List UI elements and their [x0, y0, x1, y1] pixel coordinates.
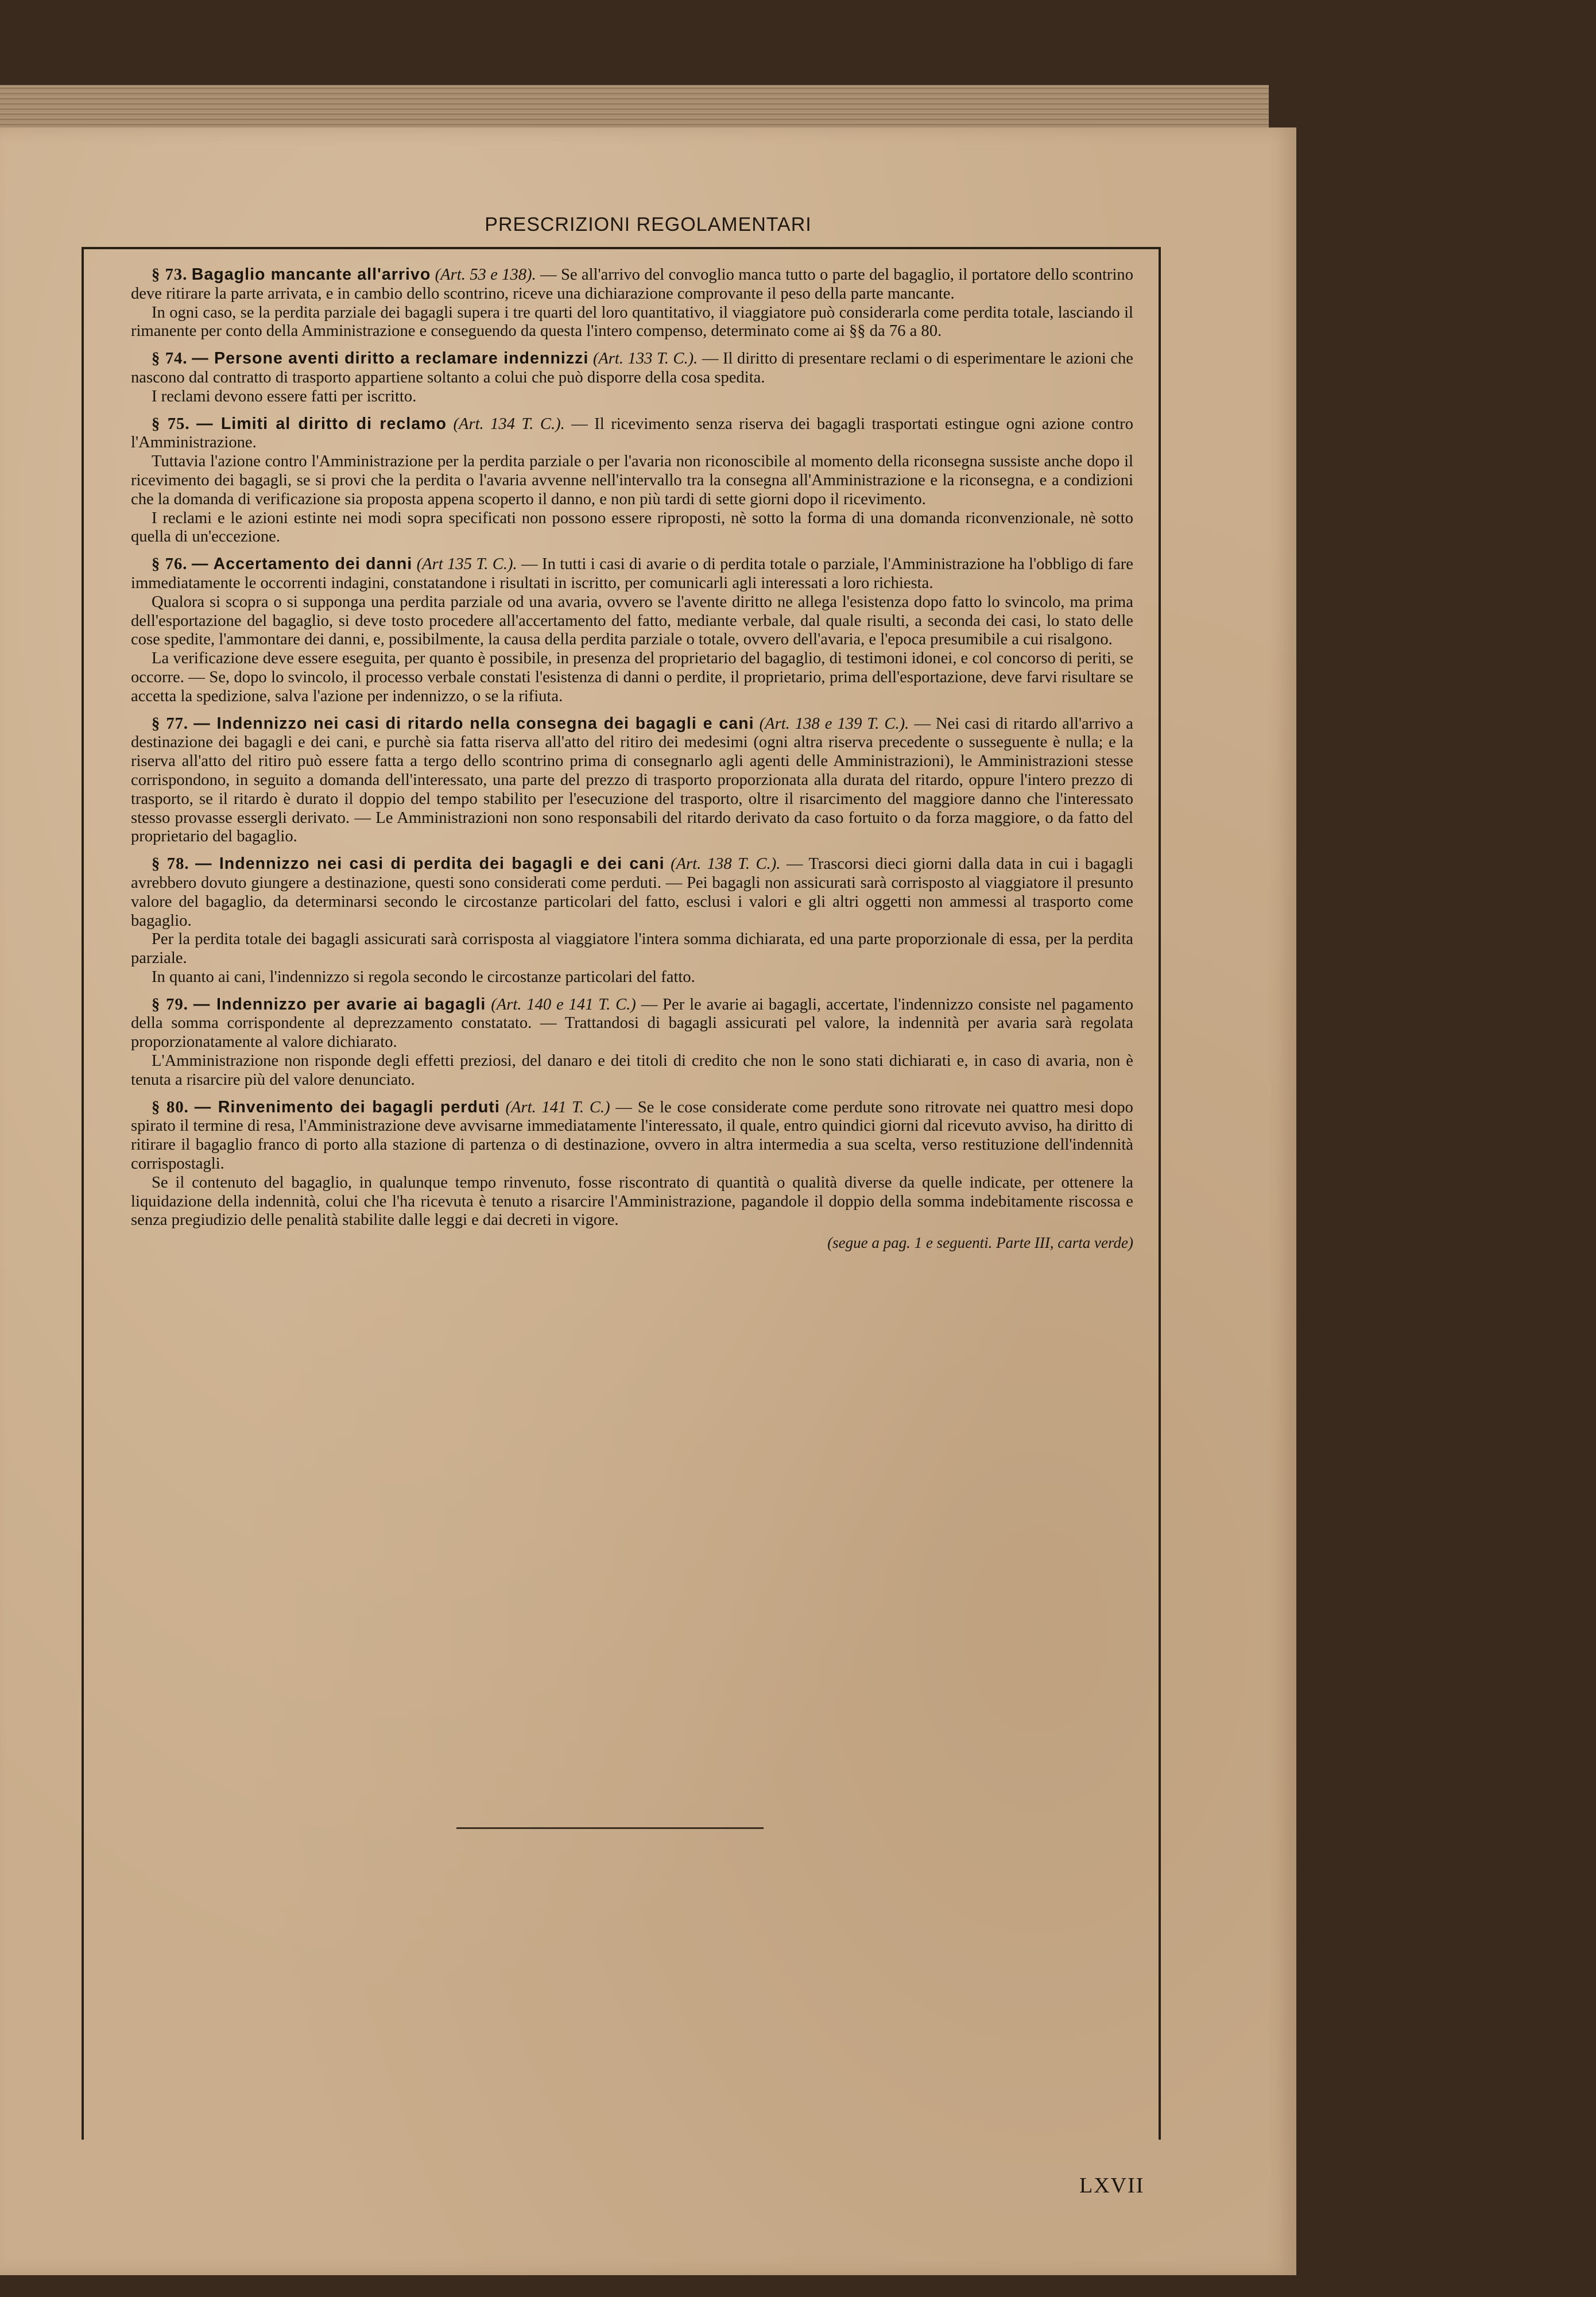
paragraph: Qualora si scopra o si supponga una perdita parziale od una avaria, ovvero se l'avente diritto ne allega l'esistenza dopo fatto lo svincolo, ma prima dell'esportazione del bagaglio, si deve tosto procedere all'accertamento del fatto, mediante verbale, dal quale risulti, a seconda dei casi, lo stato delle cose spedite, l'ammontare dei danni, e, possibilmente, la causa della perdita parziale o totale, ovvero dell'avaria, e l'epoca presumibile a cui risalgono.: [131, 593, 1133, 649]
running-head: PRESCRIZIONI REGOLAMENTARI: [485, 214, 812, 235]
section-ref: (Art. 141 T. C.): [505, 1098, 610, 1116]
paragraph: — Il diritto di presentare reclami o di esperimentare le azioni che nascono dal contratto di trasporto appartiene soltanto a colui che può disporre della cosa spedita.: [131, 350, 1133, 386]
section-73: [131, 265, 1133, 341]
paragraph: In quanto ai cani, l'indennizzo si regola secondo le circostanze particolari del fatto.: [152, 968, 695, 986]
section-number: § 75.: [152, 415, 190, 433]
paragraph: In ogni caso, se la perdita parziale dei bagagli supera i tre quarti del loro quantitativo, il viaggiatore può considerarla come perdita totale, lasciando il rimanente per conto della Amministrazione e conseguendo da questa l'intero compenso, determinato come ai §§ da 76 a 80.: [131, 303, 1133, 341]
section-ref: (Art. 133 T. C.).: [592, 350, 698, 368]
section-number: § 77.: [152, 714, 189, 733]
paragraph: — Per le avarie ai bagagli, accertate, l'indennizzo consiste nel pagamento della somma corrispondente al deprezzamento constatato. — Trattandosi di bagagli assicurati pel valore, la indennità per avaria sarà regolata proporzionatamente al valore dichiarato.: [131, 995, 1134, 1051]
continuation-note: (segue a pag. 1 e seguenti. Parte III, carta verde): [827, 1234, 1133, 1252]
paragraph: — Trascorsi dieci giorni dalla data in cui i bagagli avrebbero dovuto giungere a destinazione, questi sono considerati come perduti. — Pei bagagli non assicurati sarà corrisposto al viaggiatore il presunto valore del bagaglio, da determinarsi secondo le circostanze particolari del fatto, esclusi i valori e gli altri oggetti non ammessi al trasporto come bagaglio.: [131, 855, 1133, 930]
section-80: [131, 1098, 1133, 1252]
section-heading: Bagaglio mancante all'arrivo: [191, 265, 431, 284]
section-76: [131, 555, 1133, 706]
section-number: § 80.: [152, 1098, 189, 1116]
section-number: § 76.: [152, 555, 188, 574]
section-ref: (Art. 53 e 138).: [435, 266, 536, 284]
section-heading: — Indennizzo per avarie ai bagagli: [193, 995, 486, 1014]
section-heading: — Rinvenimento dei bagagli perduti: [194, 1097, 500, 1116]
book-page: [0, 127, 1296, 2275]
section-heading: — Limiti al diritto di reclamo: [196, 414, 447, 433]
section-74: [131, 349, 1133, 406]
section-ref: (Art. 134 T. C.).: [453, 415, 565, 433]
section-ref: (Art. 140 e 141 T. C.): [491, 995, 636, 1014]
section-ref: (Art. 138 T. C.).: [671, 855, 781, 873]
paragraph: — Nei casi di ritardo all'arrivo a destinazione dei bagagli e dei cani, e purchè sia fatta riserva all'atto del ritiro dei medesimi (ogni altra riserva precedente o susseguente è nulla; e la riserva all'atto del ritiro può essere fatta a tergo dello scontrino prima di consegnarlo agli agenti delle Amministrazioni), le Amministrazioni stesse corrispondono, in seguito a domanda dell'interessato, una parte del prezzo di trasporto proporzionata alla durata del ritardo, oppure l'intero prezzo di trasporto, se il ritardo è durato il doppio del tempo stabilito per l'esecuzione del trasporto, oltre il risarcimento del maggiore danno che l'interessato stesso provasse essergli derivato. — Le Amministrazioni non sono responsabili del ritardo derivato da caso fortuito o da forza maggiore, o da fatto del proprietario del bagaglio.: [131, 714, 1133, 846]
section-78: [131, 854, 1133, 987]
paragraph: — Se all'arrivo del convoglio manca tutto o parte del bagaglio, il portatore dello scontrino deve ritirare la parte arrivata, e in cambio dello scontrino, riceve una dichiarazione comprovante il peso della parte mancante.: [131, 266, 1133, 303]
section-heading: — Persone aventi diritto a reclamare indennizzi: [192, 349, 589, 368]
paragraph: I reclami e le azioni estinte nei modi sopra specificati non possono essere riproposti, nè sotto la forma di una domanda riconvenzionale, nè sotto quella di un'eccezione.: [131, 509, 1133, 546]
paragraph: I reclami devono essere fatti per iscritto.: [152, 387, 417, 405]
section-79: [131, 995, 1133, 1090]
paragraph: La verificazione deve essere eseguita, per quanto è possibile, in presenza del proprietario del bagaglio, di testimoni idonei, e col concorso di periti, se occorre. — Se, dopo lo svincolo, il processo verbale constati l'esistenza di danni o perdite, il proprietario, prima dell'esportazione, deve farvi risultare se accetta la spedizione, salva l'azione per indennizzo, o se la rifiuta.: [131, 649, 1133, 705]
section-ref: (Art. 138 e 139 T. C.).: [759, 714, 909, 733]
paragraph: Per la perdita totale dei bagagli assicurati sarà corrisposta al viaggiatore l'intera somma dichiarata, ed una parte proporzionale di essa, per la perdita parziale.: [131, 930, 1133, 968]
paragraph: L'Amministrazione non risponde degli effetti preziosi, del danaro e dei titoli di credito che non le sono stati dichiarati e, in caso di avaria, non è tenuta a risarcire più del valore denunciato.: [131, 1052, 1133, 1089]
section-77: [131, 714, 1133, 847]
paragraph: Tuttavia l'azione contro l'Amministrazione per la perdita parziale o per l'avaria non riconoscibile al momento della riconsegna sussiste anche dopo il ricevimento dei bagagli, se si provi che la perdita o l'avaria avvenne nell'intervallo tra la consegna all'Amministrazione e la riconsegna, e a condizioni che la domanda di verificazione sia proposta appena scoperto il danno, e non più tardi di sette giorni dopo il ricevimento.: [131, 453, 1133, 508]
section-heading: — Indennizzo nei casi di perdita dei bagagli e dei cani: [195, 854, 665, 873]
section-heading: — Accertamento dei danni: [191, 555, 413, 574]
page-number: LXVII: [1079, 2174, 1145, 2198]
section-ref: (Art 135 T. C.).: [416, 555, 517, 574]
paragraph: Se il contenuto del bagaglio, in qualunque tempo rinvenuto, fosse riscontrato di quantità o qualità diverse da quelle indicate, per ottenere la liquidazione della indennità, colui che l'ha ricevuta è tenuto a risarcire l'Amministrazione, pagandole il doppio della somma indebitamente riscossa e senza pregiudizio delle penalità stabilite dalle leggi e dai decreti in vigore.: [131, 1173, 1133, 1229]
body-text: [131, 265, 1133, 1268]
section-number: § 78.: [152, 855, 189, 873]
section-number: § 73.: [152, 266, 188, 284]
section-heading: — Indennizzo nei casi di ritardo nella consegna dei bagagli e cani: [193, 714, 754, 733]
paragraph: — Il ricevimento senza riserva dei bagagli trasportati estingue ogni azione contro l'Amministrazione.: [131, 415, 1133, 452]
paragraph: — Se le cose considerate come perdute sono ritrovate nei quattro mesi dopo spirato il termine di resa, l'Amministrazione deve avvisarne immediatamente l'interessato, il quale, entro quindici giorni dal ricevuto avviso, ha diritto di ritirare il bagaglio franco di porto alla stazione di partenza o di destinazione, ovvero in altra intermedia a sua scelta, verso restituzione dell'indennità corrispostagli.: [131, 1098, 1133, 1173]
end-rule: [456, 1827, 764, 1829]
section-75: [131, 415, 1133, 547]
paragraph: — In tutti i casi di avarie o di perdita totale o parziale, l'Amministrazione ha l'obbligo di fare immediatamente le occorrenti indagini, constatandone i risultati in iscritto, per comunicarli agli interessati a loro richiesta.: [131, 555, 1133, 592]
section-number: § 74.: [152, 350, 188, 368]
section-number: § 79.: [152, 995, 188, 1014]
